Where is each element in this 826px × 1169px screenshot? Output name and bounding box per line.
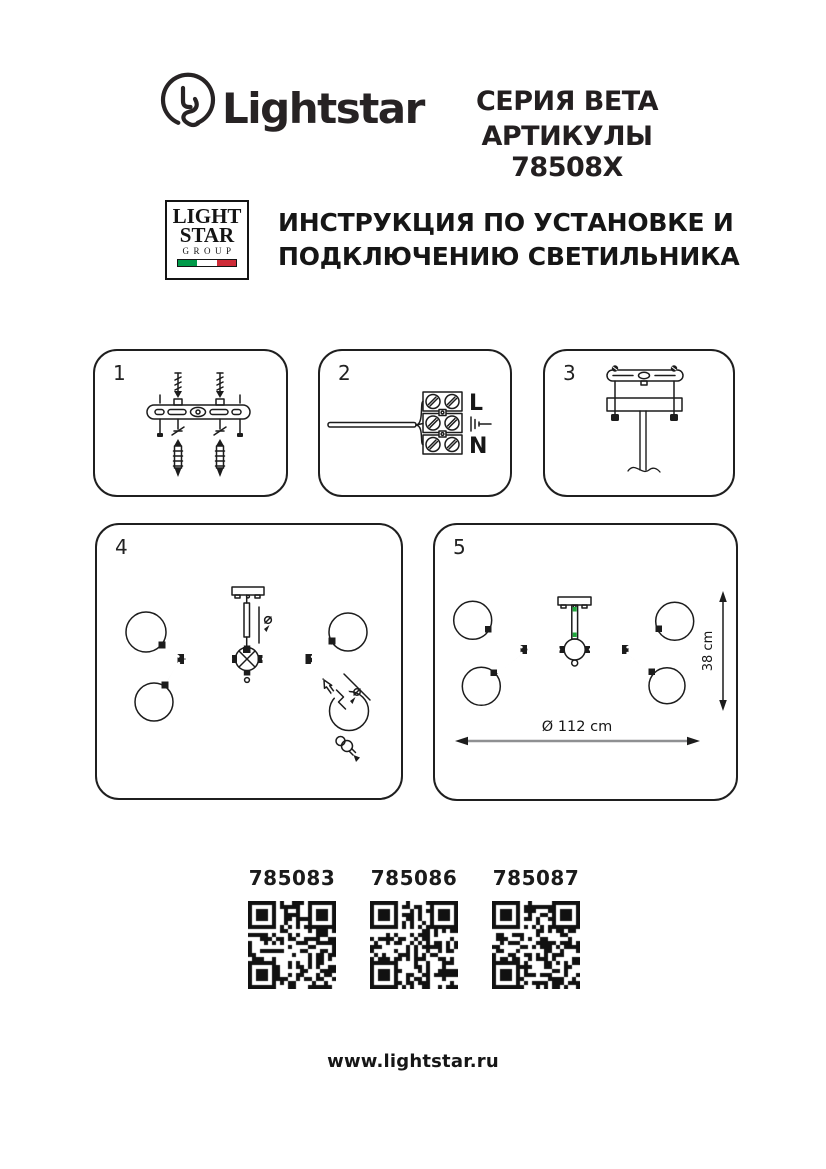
ceiling-plate [558,597,591,608]
screws [174,373,224,405]
shade-install-detail [324,674,370,762]
qr-item [248,866,336,989]
flag-white [197,260,216,266]
panel-step-4 [95,523,403,800]
qr-item [492,866,580,989]
earth-ground-icon [471,417,491,431]
panel-number: 3 [563,361,576,385]
diameter-dimension [455,719,700,745]
green-mark-bottom [573,633,577,638]
series-block [427,86,707,183]
terminal-block [423,392,462,454]
instruction-title [278,206,739,274]
center-body [560,639,591,666]
panel-step-3 [543,349,735,497]
qr-item [370,866,458,989]
panel-step-1 [93,349,288,497]
green-mark-top [573,607,577,612]
articles-title: АРТИКУЛЫ 78508X [481,121,653,183]
right-arms [262,613,367,679]
power-cable [328,402,423,445]
flag-red [217,260,236,266]
mounting-bar [147,405,250,419]
canopy [607,381,682,421]
qr-code-label: 785086 [370,866,458,890]
neutral-label: N [469,434,488,459]
panel-step-2 [318,349,512,497]
right-arms [589,602,694,703]
ceiling-plate [232,587,264,598]
wall-anchors [172,419,226,477]
panel-step-5 [433,523,738,801]
qr-code-label: 785083 [248,866,336,890]
downrod [628,411,660,472]
qr-code-image [492,901,580,989]
left-arms [454,601,560,705]
screw-slots [429,397,457,449]
ceiling-bracket [607,365,683,385]
height-dimension-label: 38 cm [701,630,716,672]
flag-green [178,260,197,266]
group-logo-star: STAR [179,223,235,247]
site-url: www.lightstar.ru [327,1051,499,1072]
title-line-1: ИНСТРУКЦИЯ ПО УСТАНОВКЕ И [278,208,734,237]
downrod [572,605,578,639]
live-label: L [469,391,484,416]
panel-number: 1 [113,361,126,385]
height-dimension [701,591,727,711]
brand-wordmark: Lightstar [222,84,424,133]
diameter-dimension-label: Ø 112 cm [541,719,613,735]
qr-code-label: 785087 [492,866,580,890]
group-logo-group: GROUP [182,246,236,256]
title-line-2: ПОДКЛЮЧЕНИЮ СВЕТИЛЬНИКА [278,242,740,271]
lightstar-bulb-icon [160,72,216,138]
left-arms [126,612,232,721]
qr-code-image [370,901,458,989]
panel-number: 2 [338,361,351,385]
series-title: СЕРИЯ BETA [475,86,659,117]
qr-code-image [248,901,336,989]
assembly-diagram [97,525,401,798]
dimensions-diagram [435,525,736,799]
panel-number: 5 [453,535,466,559]
downrod [243,595,251,653]
panel-number: 4 [115,535,128,559]
group-logo-light: LIGHT [172,204,242,228]
insert-indicator [259,607,271,643]
lightstar-group-logo [165,200,249,280]
italy-flag-stripe [177,259,237,267]
qr-section [248,866,580,989]
